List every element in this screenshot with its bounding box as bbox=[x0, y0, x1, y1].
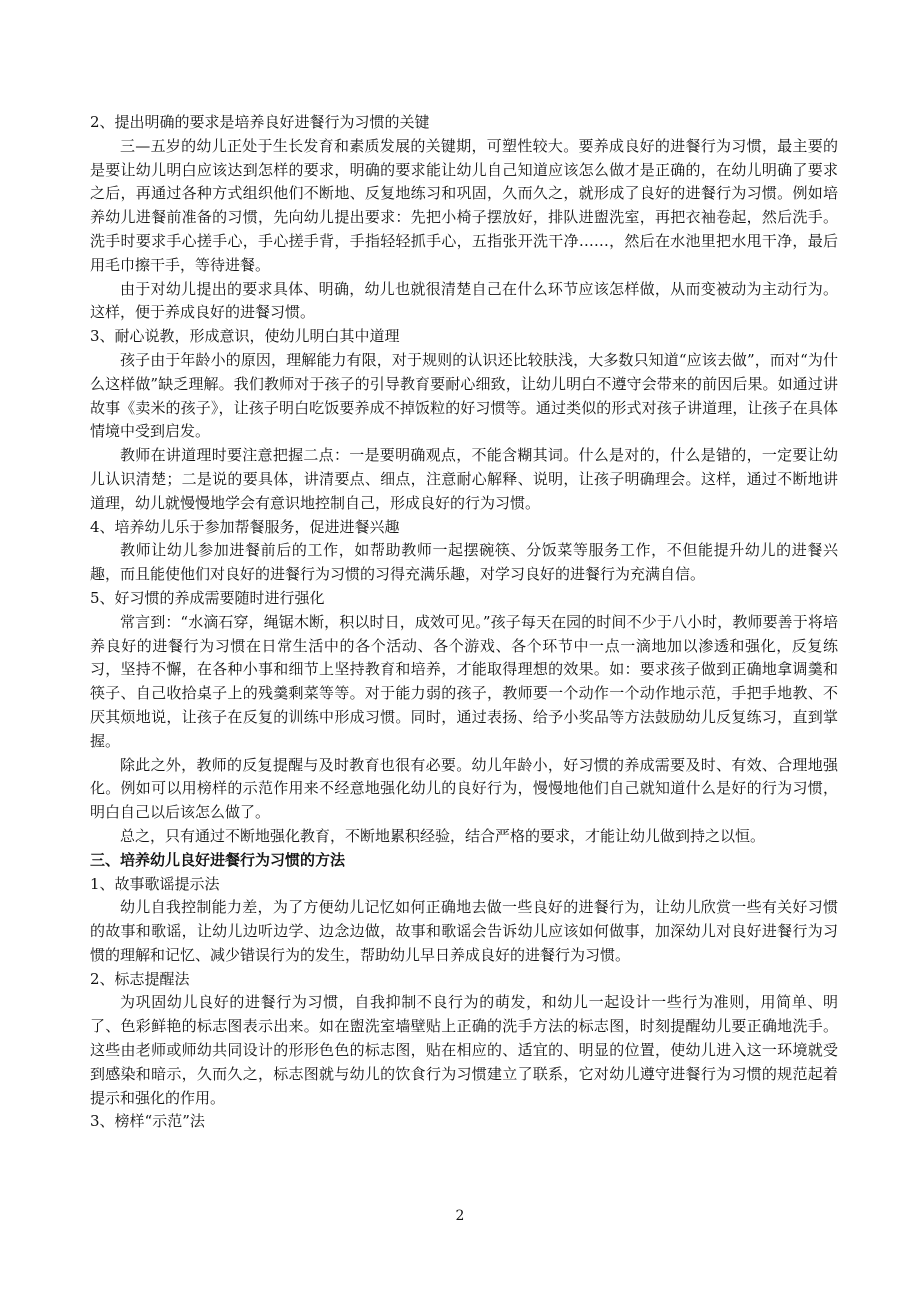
paragraph-sign-method: 为巩固幼儿良好的进餐行为习惯，自我抑制不良行为的萌发，和幼儿一起设计一些行为准则，用简单、明了、色彩鲜艳的标志图表示出来。如在盥洗室墙壁贴上正确的洗手方法的标志图，时刻提醒幼儿要正确地洗手。这些由老师或师幼共同设计的形形色色的标志图，贴在相应的、适宜的、明显的位置，使幼儿进入这一环境就受到感染和暗示，久而久之，标志图就与幼儿的饮食行为习惯建立了联系，它对幼儿遵守进餐行为习惯的规范起着提示和强化的作用。 bbox=[90, 993, 838, 1107]
heading-2-sign-method: 2、标志提醒法 bbox=[90, 969, 190, 988]
heading-3-role-model-method: 3、榜样“示范”法 bbox=[90, 1112, 205, 1131]
heading-4-meal-service: 4、培养幼儿乐于参加帮餐服务，促进进餐兴趣 bbox=[90, 517, 400, 536]
heading-1-story-method: 1、故事歌谣提示法 bbox=[90, 874, 220, 893]
paragraph-reminders: 除此之外，教师的反复提醒与及时教育也很有必要。幼儿年龄小，好习惯的养成需要及时、有效、合理地强化。例如可以用榜样的示范作用来不经意地强化幼儿的良好行为，慢慢地他们自己就知道什么是好的行为习惯，明白自己以后该怎么做了。 bbox=[90, 755, 838, 822]
heading-5-reinforcement: 5、好习惯的养成需要随时进行强化 bbox=[90, 588, 325, 607]
paragraph-story-method: 幼儿自我控制能力差，为了方便幼儿记忆如何正确地去做一些良好的进餐行为，让幼儿欣赏一些有关好习惯的故事和歌谣，让幼儿边听边学、边念边做，故事和歌谣会告诉幼儿应该如何做事，加深幼儿对良好进餐行为习惯的理解和记忆、减少错误行为的发生，帮助幼儿早日养成良好的进餐行为习惯。 bbox=[90, 898, 838, 964]
paragraph-reinforcement: 常言到：“水滴石穿，绳锯木断，积以时日，成效可见。”孩子每天在园的时间不少于八小时，教师要善于将培养良好的进餐行为习惯在日常生活中的各个活动、各个游戏、各个环节中一点一滴地加以渗透和强化，反复练习，坚持不懈，在各种小事和细节上坚持教育和培养，才能取得理想的效果。如：要求孩子做到正确地拿调羹和筷子、自己收拾桌子上的残羹剩菜等等。对于能力弱的孩子，教师要一个动作一个动作地示范，手把手地教、不厌其烦地说，让孩子在反复的训练中形成习惯。同时，通过表扬、给予小奖品等方法鼓励幼儿反复练习，直到掌握。 bbox=[90, 612, 838, 750]
paragraph-meal-service: 教师让幼儿参加进餐前后的工作，如帮助教师一起摆碗筷、分饭菜等服务工作，不但能提升幼儿的进餐兴趣，而且能使他们对良好的进餐行为习惯的习得充满乐趣，对学习良好的进餐行为充满自信。 bbox=[90, 541, 838, 584]
paragraph-specific-requirements: 由于对幼儿提出的要求具体、明确，幼儿也就很清楚自己在什么环节应该怎样做，从而变被动为主动行为。这样，便于养成良好的进餐习惯。 bbox=[90, 279, 838, 322]
section-heading-methods: 三、培养幼儿良好进餐行为习惯的方法 bbox=[90, 850, 346, 869]
paragraph-two-points: 教师在讲道理时要注意把握二点：一是要明确观点，不能含糊其词。什么是对的，什么是错的，一定要让幼儿认识清楚；二是说的要具体，讲清要点、细点，注意耐心解释、说明，让孩子明确理会。这样，通过不断地讲道理，幼儿就慢慢地学会有意识地控制自己，形成良好的行为习惯。 bbox=[90, 446, 838, 512]
heading-2-clear-requirements: 2、提出明确的要求是培养良好进餐行为习惯的关键 bbox=[90, 113, 430, 131]
paragraph-clear-requirements: 三—五岁的幼儿正处于生长发育和素质发展的关键期，可塑性较大。要养成良好的进餐行为习惯，最主要的是要让幼儿明白应该达到怎样的要求，明确的要求能让幼儿自己知道应该怎么做才是正确的，在幼儿明确了要求之后，再通过各种方式组织他们不断地、反复地练习和巩固，久而久之，就形成了良好的进餐行为习惯。例如培养幼儿进餐前准备的习惯，先向幼儿提出要求：先把小椅子摆放好，排队进盥洗室，再把衣袖卷起，然后洗手。洗手时要求手心搓手心，手心搓手背，手指轻轻抓手心，五指张开洗干净……，然后在水池里把水甩干净，最后用毛巾擦干手，等待进餐。 bbox=[90, 136, 838, 274]
paragraph-patient-explanation: 孩子由于年龄小的原因，理解能力有限，对于规则的认识还比较肤浅，大多数只知道“应该去做”，而对“为什么这样做”缺乏理解。我们教师对于孩子的引导教育要耐心细致，让幼儿明白不遵守会带来的前因后果。如通过讲故事《卖米的孩子》，让孩子明白吃饭要养成不掉饭粒的好习惯等。通过类似的形式对孩子讲道理，让孩子在具体情境中受到启发。 bbox=[90, 350, 838, 441]
heading-3-patient-explanation: 3、耐心说教，形成意识，使幼儿明白其中道理 bbox=[90, 327, 400, 346]
document-body bbox=[90, 111, 838, 1134]
page-number: 2 bbox=[455, 1208, 465, 1224]
paragraph-conclusion: 总之，只有通过不断地强化教育，不断地累积经验，结合严格的要求，才能让幼儿做到持之以恒。 bbox=[120, 826, 766, 845]
